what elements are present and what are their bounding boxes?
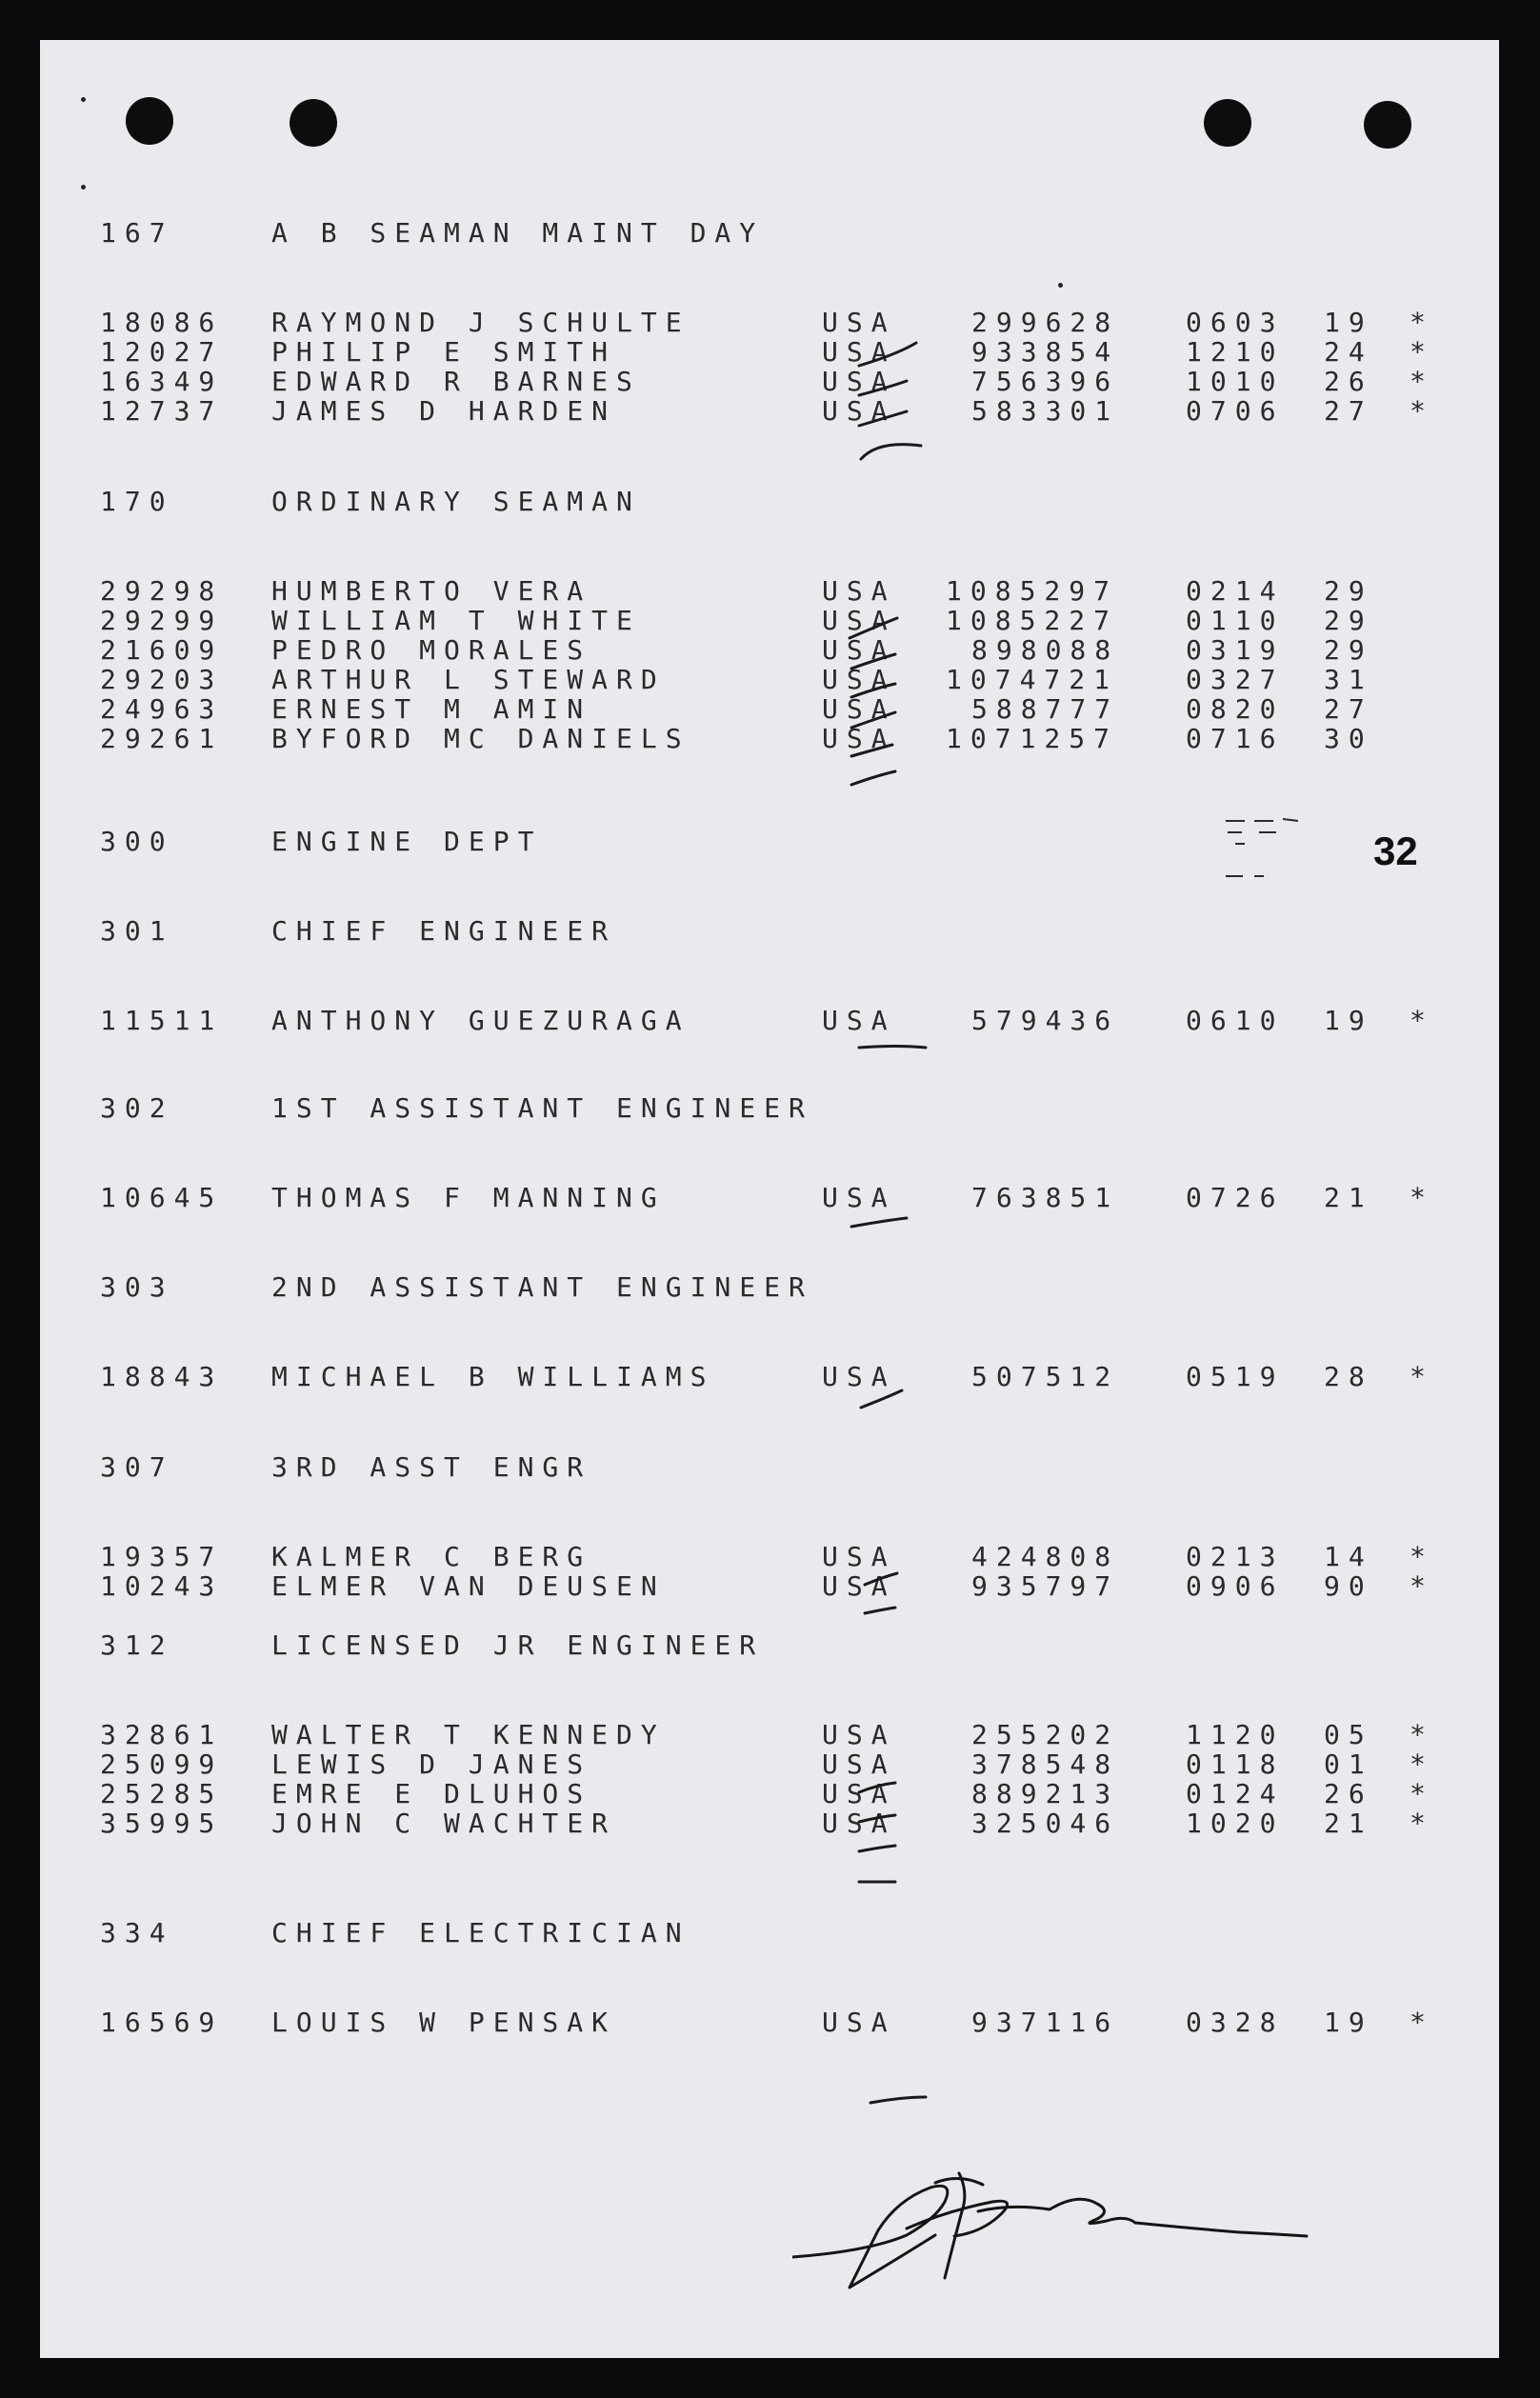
- asterisk-mark: *: [1410, 366, 1434, 397]
- crew-document-number: 1085297: [946, 575, 1119, 607]
- asterisk-mark: *: [1410, 336, 1434, 368]
- handwritten-signature: [792, 2145, 1326, 2297]
- crew-name: ELMER VAN DEUSEN: [271, 1570, 666, 1602]
- section-code: 301: [100, 915, 174, 947]
- crew-document-number: 424808: [971, 1541, 1120, 1572]
- crew-name: THOMAS F MANNING: [271, 1182, 666, 1213]
- asterisk-mark: *: [1410, 1778, 1434, 1809]
- crew-code: 24963: [100, 693, 224, 725]
- crew-value: 19: [1324, 307, 1373, 338]
- crew-value: 21: [1324, 1808, 1373, 1839]
- crew-document-number: 763851: [971, 1182, 1120, 1213]
- crew-name: MICHAEL B WILLIAMS: [271, 1361, 715, 1392]
- crew-document-number: 579436: [971, 1005, 1120, 1036]
- punch-hole: [1364, 101, 1411, 149]
- crew-value: 19: [1324, 1005, 1373, 1036]
- check-mark: [865, 1608, 895, 1613]
- asterisk-mark: *: [1410, 1361, 1434, 1392]
- asterisk-mark: *: [1410, 2007, 1434, 2038]
- asterisk-mark: *: [1410, 1005, 1434, 1036]
- crew-name: BYFORD MC DANIELS: [271, 723, 690, 754]
- crew-nationality: USA: [822, 1182, 896, 1213]
- section-title: 3RD ASST ENGR: [271, 1451, 592, 1483]
- crew-date: 0110: [1186, 605, 1285, 636]
- crew-value: 28: [1324, 1361, 1373, 1392]
- crew-date: 0820: [1186, 693, 1285, 725]
- crew-date: 0519: [1186, 1361, 1285, 1392]
- crew-name: WALTER T KENNEDY: [271, 1719, 666, 1750]
- asterisk-mark: *: [1410, 1749, 1434, 1780]
- crew-nationality: USA: [822, 1361, 896, 1392]
- crew-name: EDWARD R BARNES: [271, 366, 641, 397]
- crew-document-number: 507512: [971, 1361, 1120, 1392]
- section-code: 167: [100, 217, 174, 249]
- crew-name: PHILIP E SMITH: [271, 336, 617, 368]
- crew-nationality: USA: [822, 1778, 896, 1809]
- check-mark: [851, 1218, 907, 1227]
- crew-name: ERNEST M AMIN: [271, 693, 592, 725]
- ink-speck: [1058, 283, 1063, 288]
- crew-code: 29203: [100, 664, 224, 695]
- crew-code: 12027: [100, 336, 224, 368]
- crew-date: 1010: [1186, 366, 1285, 397]
- crew-nationality: USA: [822, 1719, 896, 1750]
- crew-nationality: USA: [822, 395, 896, 427]
- crew-code: 29261: [100, 723, 224, 754]
- section-title: CHIEF ELECTRICIAN: [271, 1917, 690, 1948]
- crew-name: HUMBERTO VERA: [271, 575, 592, 607]
- crew-nationality: USA: [822, 1570, 896, 1602]
- crew-code: 10645: [100, 1182, 224, 1213]
- asterisk-mark: *: [1410, 1719, 1434, 1750]
- crew-code: 10243: [100, 1570, 224, 1602]
- crew-value: 21: [1324, 1182, 1373, 1213]
- crew-date: 0118: [1186, 1749, 1285, 1780]
- crew-nationality: USA: [822, 1541, 896, 1572]
- crew-document-number: 933854: [971, 336, 1120, 368]
- crew-date: 0906: [1186, 1570, 1285, 1602]
- crew-value: 14: [1324, 1541, 1373, 1572]
- page-number: 32: [1373, 829, 1418, 873]
- section-code: 300: [100, 826, 174, 857]
- crew-date: 1210: [1186, 336, 1285, 368]
- crew-value: 29: [1324, 575, 1373, 607]
- crew-document-number: 583301: [971, 395, 1120, 427]
- crew-nationality: USA: [822, 1005, 896, 1036]
- crew-nationality: USA: [822, 1749, 896, 1780]
- crew-date: 0706: [1186, 395, 1285, 427]
- asterisk-mark: *: [1410, 1808, 1434, 1839]
- crew-name: ARTHUR L STEWARD: [271, 664, 666, 695]
- check-mark: [859, 1846, 895, 1851]
- section-code: 302: [100, 1092, 174, 1124]
- crew-code: 35995: [100, 1808, 224, 1839]
- crew-nationality: USA: [822, 634, 896, 666]
- crew-code: 16569: [100, 2007, 224, 2038]
- asterisk-mark: *: [1410, 307, 1434, 338]
- crew-document-number: 299628: [971, 307, 1120, 338]
- crew-date: 0603: [1186, 307, 1285, 338]
- punch-hole: [290, 99, 337, 147]
- document-page: [40, 40, 1499, 2358]
- asterisk-mark: *: [1410, 395, 1434, 427]
- asterisk-mark: *: [1410, 1570, 1434, 1602]
- crew-value: 26: [1324, 1778, 1373, 1809]
- crew-value: 30: [1324, 723, 1373, 754]
- section-title: CHIEF ENGINEER: [271, 915, 617, 947]
- crew-value: 31: [1324, 664, 1373, 695]
- crew-document-number: 935797: [971, 1570, 1120, 1602]
- crew-document-number: 937116: [971, 2007, 1120, 2038]
- crew-name: RAYMOND J SCHULTE: [271, 307, 690, 338]
- crew-nationality: USA: [822, 664, 896, 695]
- crew-document-number: 1071257: [946, 723, 1119, 754]
- crew-name: ANTHONY GUEZURAGA: [271, 1005, 690, 1036]
- crew-code: 29298: [100, 575, 224, 607]
- punch-hole: [1204, 99, 1251, 147]
- crew-document-number: 889213: [971, 1778, 1120, 1809]
- crew-value: 90: [1324, 1570, 1373, 1602]
- crew-date: 0319: [1186, 634, 1285, 666]
- check-mark: [870, 2097, 926, 2103]
- crew-code: 21609: [100, 634, 224, 666]
- crew-document-number: 756396: [971, 366, 1120, 397]
- crew-name: LOUIS W PENSAK: [271, 2007, 617, 2038]
- crew-date: 0726: [1186, 1182, 1285, 1213]
- crew-document-number: 1085227: [946, 605, 1119, 636]
- crew-value: 27: [1324, 693, 1373, 725]
- crew-value: 29: [1324, 605, 1373, 636]
- crew-code: 29299: [100, 605, 224, 636]
- crew-value: 01: [1324, 1749, 1373, 1780]
- crew-code: 25099: [100, 1749, 224, 1780]
- crew-value: 27: [1324, 395, 1373, 427]
- pencil-tally: [1226, 819, 1298, 821]
- crew-code: 19357: [100, 1541, 224, 1572]
- check-mark: [861, 445, 921, 459]
- crew-document-number: 255202: [971, 1719, 1120, 1750]
- crew-date: 0610: [1186, 1005, 1285, 1036]
- ink-speck: [81, 97, 86, 102]
- crew-name: PEDRO MORALES: [271, 634, 592, 666]
- section-title: LICENSED JR ENGINEER: [271, 1629, 765, 1661]
- crew-nationality: USA: [822, 366, 896, 397]
- crew-code: 25285: [100, 1778, 224, 1809]
- crew-nationality: USA: [822, 1808, 896, 1839]
- section-title: 1ST ASSISTANT ENGINEER: [271, 1092, 813, 1124]
- crew-name: KALMER C BERG: [271, 1541, 592, 1572]
- crew-nationality: USA: [822, 693, 896, 725]
- crew-name: LEWIS D JANES: [271, 1749, 592, 1780]
- crew-code: 18843: [100, 1361, 224, 1392]
- crew-date: 1120: [1186, 1719, 1285, 1750]
- crew-document-number: 378548: [971, 1749, 1120, 1780]
- crew-value: 26: [1324, 366, 1373, 397]
- crew-name: EMRE E DLUHOS: [271, 1778, 592, 1809]
- crew-code: 32861: [100, 1719, 224, 1750]
- crew-nationality: USA: [822, 605, 896, 636]
- crew-code: 12737: [100, 395, 224, 427]
- crew-nationality: USA: [822, 2007, 896, 2038]
- ink-speck: [81, 185, 86, 190]
- crew-code: 16349: [100, 366, 224, 397]
- section-code: 307: [100, 1451, 174, 1483]
- crew-document-number: 898088: [971, 634, 1120, 666]
- crew-document-number: 1074721: [946, 664, 1119, 695]
- crew-nationality: USA: [822, 723, 896, 754]
- crew-document-number: 588777: [971, 693, 1120, 725]
- crew-nationality: USA: [822, 336, 896, 368]
- crew-date: 0213: [1186, 1541, 1285, 1572]
- section-code: 170: [100, 486, 174, 517]
- crew-date: 0124: [1186, 1778, 1285, 1809]
- crew-name: JAMES D HARDEN: [271, 395, 617, 427]
- crew-value: 05: [1324, 1719, 1373, 1750]
- check-mark: [861, 1390, 902, 1408]
- section-code: 303: [100, 1271, 174, 1303]
- section-code: 334: [100, 1917, 174, 1948]
- crew-value: 24: [1324, 336, 1373, 368]
- section-title: A B SEAMAN MAINT DAY: [271, 217, 765, 249]
- check-mark: [859, 1047, 926, 1049]
- check-mark: [851, 771, 895, 785]
- punch-hole: [126, 97, 173, 145]
- crew-name: JOHN C WACHTER: [271, 1808, 617, 1839]
- crew-date: 0214: [1186, 575, 1285, 607]
- section-title: ENGINE DEPT: [271, 826, 543, 857]
- section-title: ORDINARY SEAMAN: [271, 486, 641, 517]
- crew-document-number: 325046: [971, 1808, 1120, 1839]
- crew-value: 19: [1324, 2007, 1373, 2038]
- asterisk-mark: *: [1410, 1182, 1434, 1213]
- crew-code: 11511: [100, 1005, 224, 1036]
- crew-date: 0716: [1186, 723, 1285, 754]
- crew-date: 0328: [1186, 2007, 1285, 2038]
- asterisk-mark: *: [1410, 1541, 1434, 1572]
- crew-date: 1020: [1186, 1808, 1285, 1839]
- crew-code: 18086: [100, 307, 224, 338]
- crew-nationality: USA: [822, 307, 896, 338]
- crew-date: 0327: [1186, 664, 1285, 695]
- crew-nationality: USA: [822, 575, 896, 607]
- crew-value: 29: [1324, 634, 1373, 666]
- section-code: 312: [100, 1629, 174, 1661]
- crew-name: WILLIAM T WHITE: [271, 605, 641, 636]
- section-title: 2ND ASSISTANT ENGINEER: [271, 1271, 813, 1303]
